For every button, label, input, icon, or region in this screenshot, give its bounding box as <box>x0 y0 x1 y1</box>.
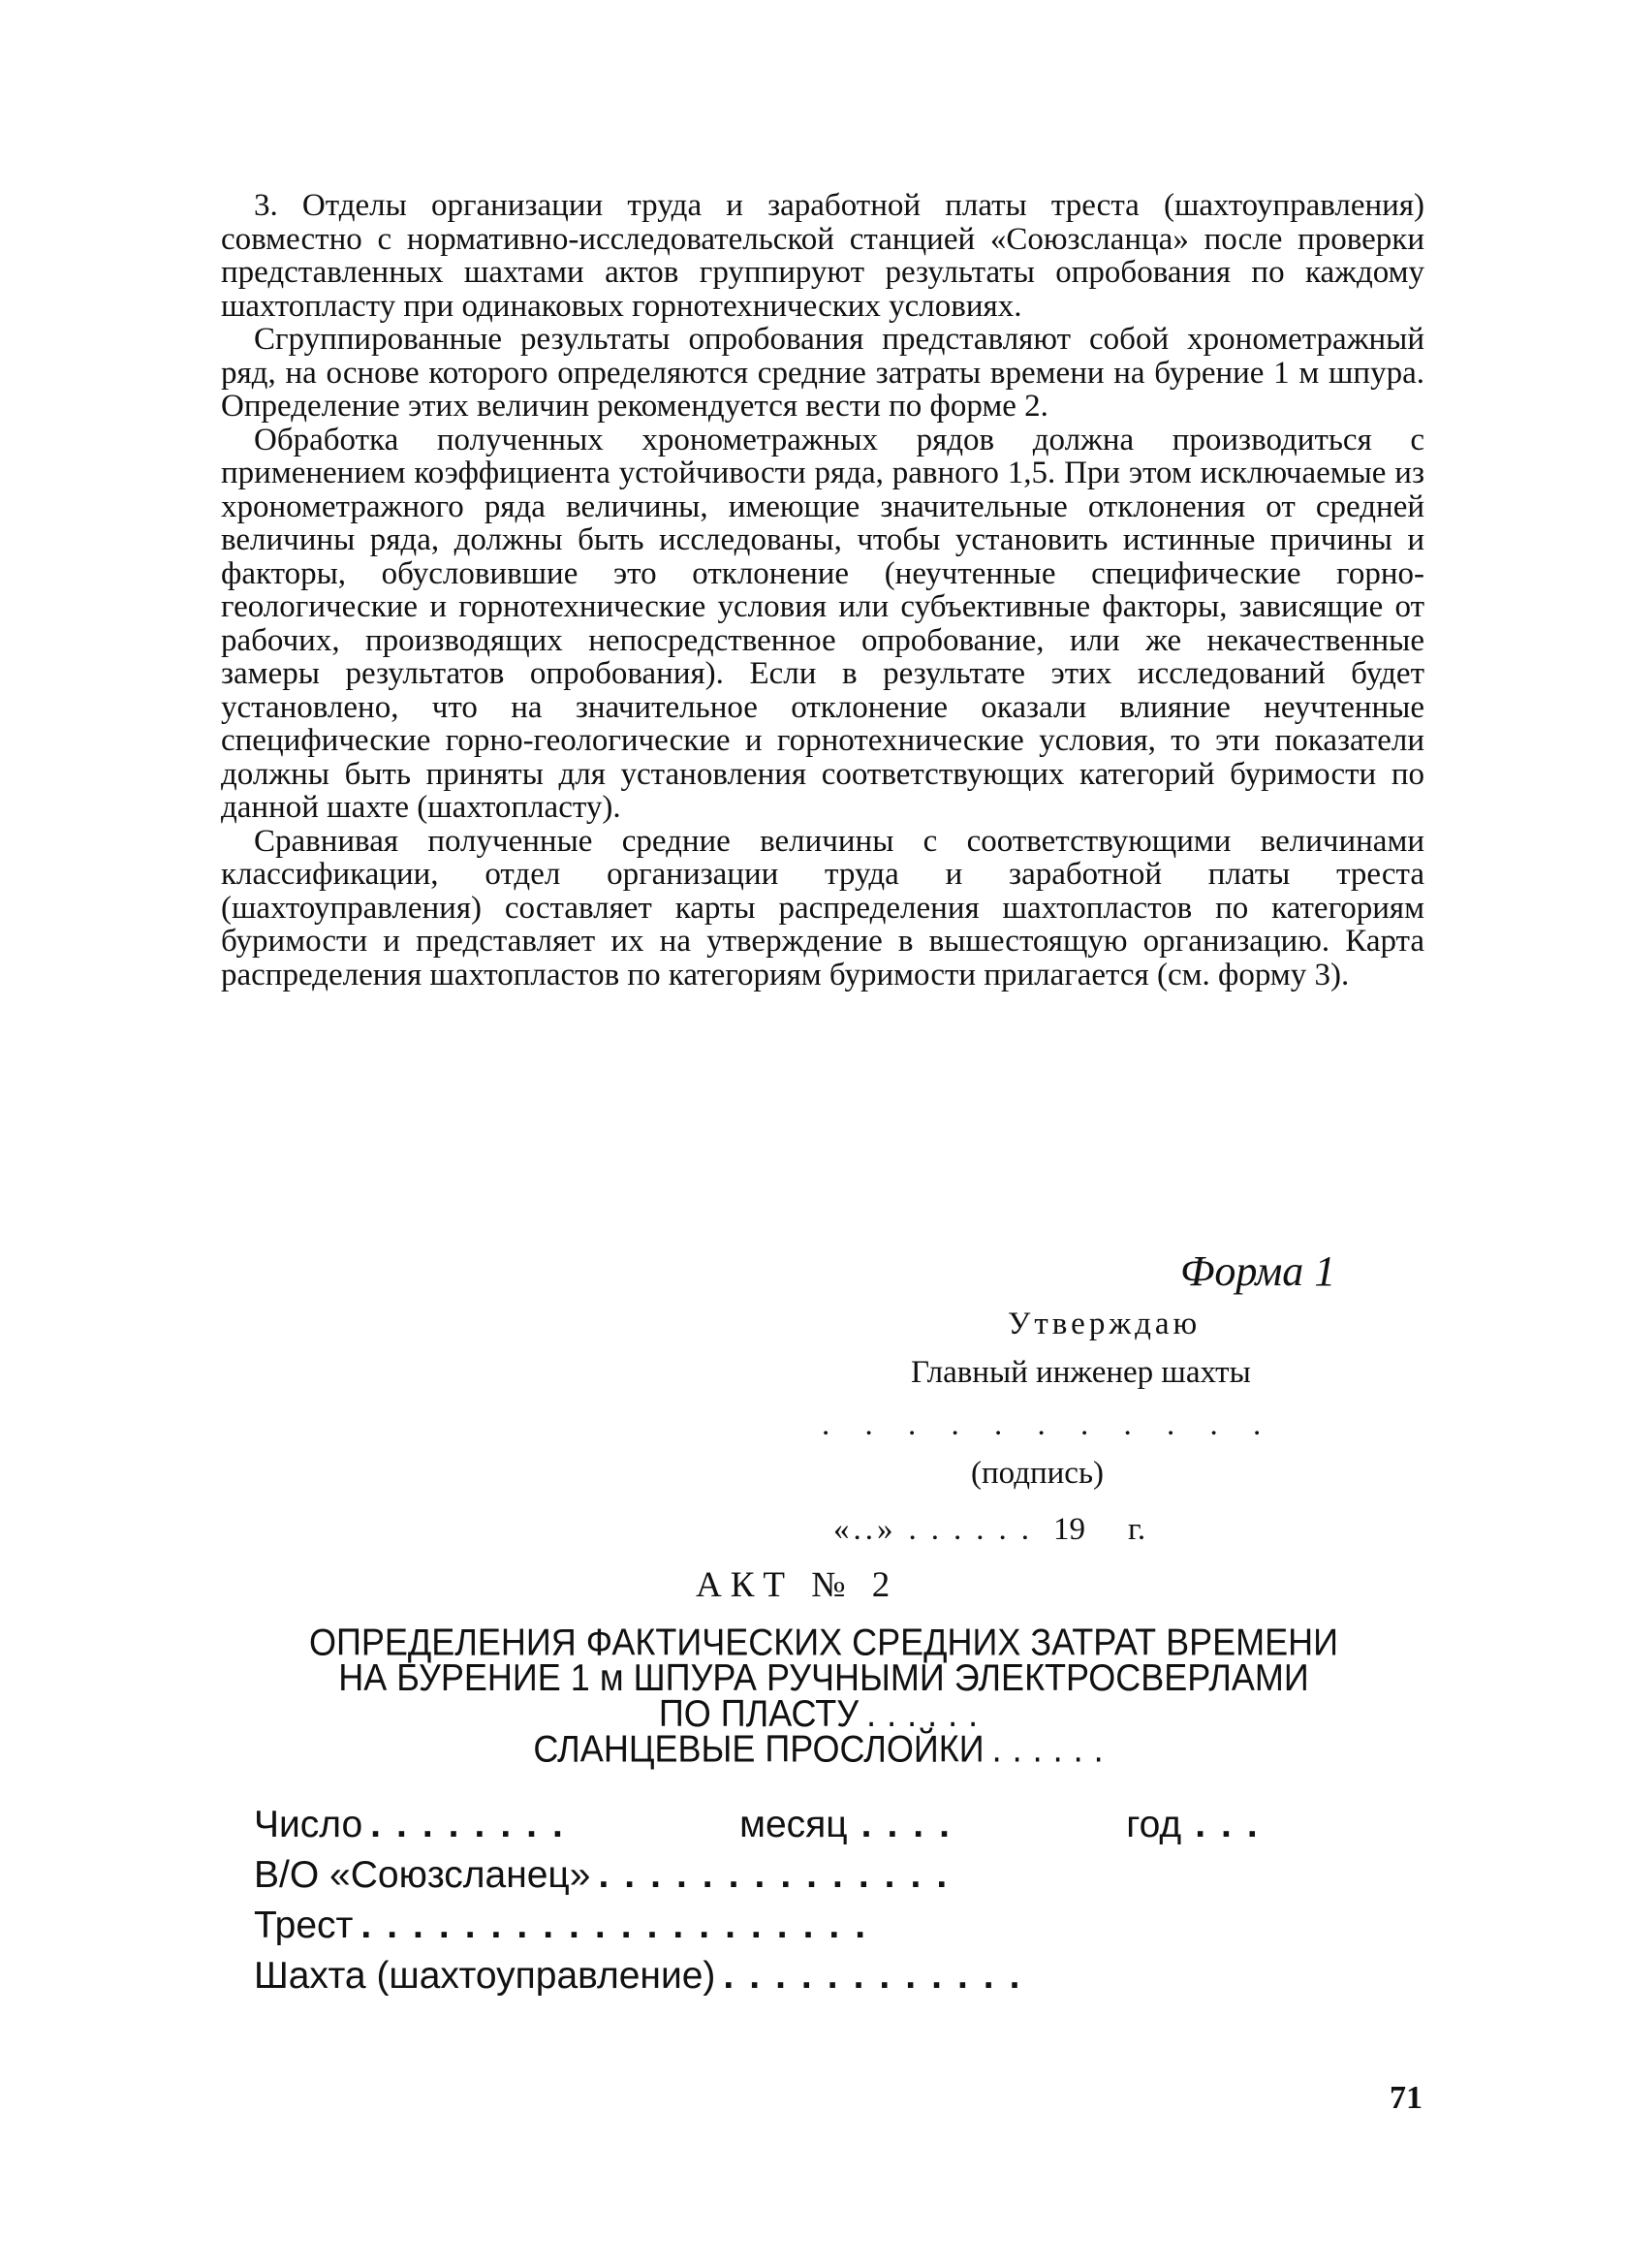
day-label: Число <box>254 1804 363 1845</box>
signature-line: . . . . . . . . . . . <box>822 1407 1275 1442</box>
act-title <box>194 1620 1454 1771</box>
paragraph-1: 3. Отделы организации труда и заработной платы треста (шахтоуправления) совместно с нормативно-исследовательской станцией «Союзсланца» после проверки представленных шахтами актов группируют результаты опробования по каждому шахтопласту при одинаковых горнотехнических условиях. <box>221 188 1424 324</box>
act-title-line-3 <box>194 1691 1454 1735</box>
date-field-row <box>254 1800 1428 1850</box>
chief-engineer-title: Главный инженер шахты <box>911 1355 1251 1390</box>
act-title-line-4-dots: ...... <box>991 1726 1114 1771</box>
trust-label: Трест <box>254 1905 354 1946</box>
paragraph-3: Обработка полученных хронометражных рядов должна производиться с применением коэффициента устойчивости ряда, равного 1,5. При этом исключаемые из хронометражного ряда величины, имеющие значительные отклонения от средней величины ряда, должны быть исследованы, чтобы установить истинные причины и факторы, обусловившие это отклонение (неучтенные специфические горно-геологические и горнотехнические условия или субъективные факторы, зависящие от рабочих, производящих непосредственное опробование, или же некачественные замеры результатов опробования). Если в результате этих исследований будет установлено, что на значительное отклонение оказали влияние неучтенные специфические горно-геологические и горнотехнические условия, то эти показатели должны быть приняты для установления соответствующих категорий буримости по данной шахте (шахтопласту). <box>221 422 1424 825</box>
trust-fill: .................... <box>360 1905 882 1946</box>
date-day: «..» <box>833 1512 897 1547</box>
vo-label: В/О «Союзсланец» <box>254 1854 591 1896</box>
form-label: Форма 1 <box>1180 1247 1336 1295</box>
mine-field-row <box>254 1951 1428 2001</box>
approval-heading: Утверждаю <box>1008 1307 1202 1341</box>
mine-fill: ............ <box>723 1955 1036 1997</box>
paragraph-2: Сгруппированные результаты опробования представляют собой хронометражный ряд, на основе которого определяются средние затраты времени на бурение 1 м шпура. Определение этих величин рекомендуется вести по форме 2. <box>221 322 1424 424</box>
act-fields <box>254 1800 1428 2001</box>
body-text <box>221 189 1424 992</box>
act-title-line-3-text: ПО ПЛАСТУ <box>658 1691 860 1735</box>
act-title-line-1: ОПРЕДЕЛЕНИЯ ФАКТИЧЕСКИХ СРЕДНИХ ЗАТРАТ ВРЕМЕНИ <box>308 1620 1339 1663</box>
vo-field-row <box>254 1850 1428 1901</box>
act-title-line-4 <box>194 1726 1454 1771</box>
date-month: ...... <box>908 1512 1044 1547</box>
date-year: 19 <box>1053 1512 1085 1547</box>
paragraph-4: Сравнивая полученные средние величины с соответствующими величинами классификации, отдел организации труда и заработной платы треста (шахтоуправления) составляет карты распределения шахтопластов по категориям буримости и представляет их на утверждение в вышестоящую организацию. Карта распределения шахтопластов по категориям буримости прилагается (см. форму 3). <box>221 823 1424 992</box>
trust-field-row <box>254 1901 1428 1951</box>
approval-date <box>833 1512 1145 1548</box>
act-title-line-4-text: СЛАНЦЕВЫЕ ПРОСЛОЙКИ <box>533 1726 985 1771</box>
act-title-line-3-dots: ...... <box>866 1691 989 1735</box>
year-fill: ... <box>1195 1804 1273 1845</box>
year-label: год <box>1126 1804 1182 1845</box>
month-fill: .... <box>860 1804 965 1845</box>
act-number: АКТ № 2 <box>696 1565 899 1605</box>
date-suffix: г. <box>1128 1512 1146 1547</box>
vo-fill: .............. <box>598 1854 963 1896</box>
month-label: месяц <box>739 1804 848 1845</box>
act-title-line-2: НА БУРЕНИЕ 1 м ШПУРА РУЧНЫМИ ЭЛЕКТРОСВЕРЛАМИ <box>338 1655 1309 1699</box>
mine-label: Шахта (шахтоуправление) <box>254 1955 716 1997</box>
page-number: 71 <box>1390 2080 1423 2116</box>
signature-caption: (подпись) <box>971 1456 1104 1491</box>
day-fill: ........ <box>370 1804 578 1845</box>
